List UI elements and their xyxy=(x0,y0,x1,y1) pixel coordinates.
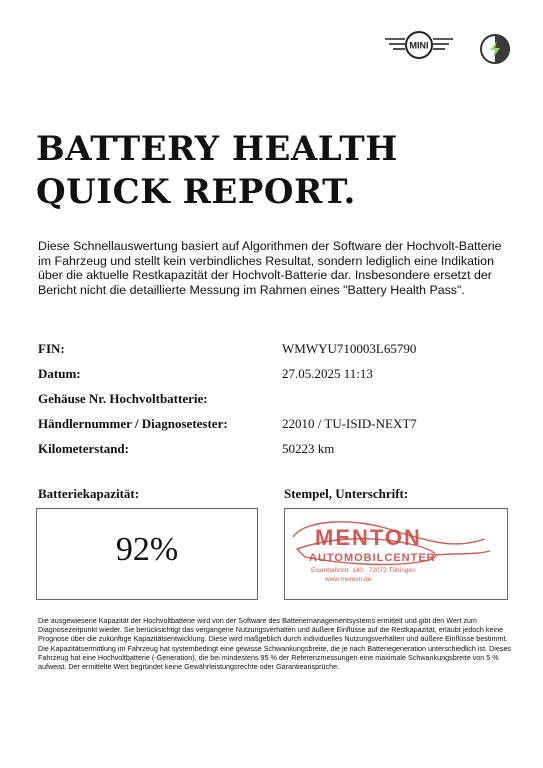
capacity-label: Batteriekapazität: xyxy=(38,486,140,501)
field-value-date: 27.05.2025 11:13 xyxy=(282,366,373,381)
intro-paragraph: Diese Schnellauswertung basiert auf Algorithmen der Software der Hochvolt-Batterie im Fahrzeug und stellt kein verbindliches Resultat, sondern lediglich eine Indikation über die aktuelle Restkapazität der Hochvolt-Batterie dar. Insbesondere ersetzt der Bericht nicht die detaillierte Messung im Rahmen eines "Battery Health Pass". xyxy=(38,239,502,297)
stamp-box xyxy=(284,508,508,600)
mini-logo xyxy=(383,30,455,60)
stamp-web: www.menton.de xyxy=(325,576,372,583)
field-label-fin: FIN: xyxy=(38,341,65,356)
electric-badge-icon xyxy=(478,32,512,66)
capacity-value: 92% xyxy=(115,531,179,568)
stamp-name: MENTON xyxy=(315,525,422,550)
field-label-date: Datum: xyxy=(38,366,81,381)
report-title-line2: QUICK REPORT. xyxy=(36,172,356,212)
stamp-label: Stempel, Unterschrift: xyxy=(284,486,409,501)
capacity-box xyxy=(36,508,258,600)
dealer-stamp xyxy=(285,509,507,599)
stamp-subtitle: AUTOMOBILCENTER xyxy=(309,552,436,564)
field-value-dealer: 22010 / TU-ISID-NEXT7 xyxy=(282,416,417,431)
report-title xyxy=(36,128,398,214)
report-title-line1: BATTERY HEALTH xyxy=(36,129,398,169)
field-value-mileage: 50223 km xyxy=(282,441,335,456)
field-label-battery-housing: Gehäuse Nr. Hochvoltbatterie: xyxy=(38,391,208,406)
field-label-dealer: Händlernummer / Diagnosetester: xyxy=(38,416,228,431)
field-value-fin: WMWYU710003L65790 xyxy=(282,341,417,356)
field-label-mileage: Kilometerstand: xyxy=(38,441,129,456)
mini-logo-text: MINI xyxy=(409,40,429,51)
disclaimer-text: Die ausgewiesene Kapazität der Hochvoltbatterie wird von der Software des Batteriemanagementsystems ermittelt und gibt den Wert zum Diagnosezeitpunkt wieder. Sie berücksichtigt das vergangene Nutzungsverhalten und äußere Einflüsse auf die Restkapazität, erlaubt jedoch keine Prognose über die zukünftige Kapazitätsentwicklung. Diese wird maßgeblich durch individuelles Nutzungsverhalten und äußere Einflüsse bestimmt. Die Kapazitätsermittlung im Fahrzeug hat systembedingt eine gewisse Schwankungsbreite, die je nach Batteriegeneration unterschiedlich ist. Dieses Fahrzeug hat eine Hochvoltbatterie (-Generation), die bei mindestens 95 % der Referenzmessungen eine maximale Schwankungsbreite von 5 % aufweist. Der ermittelte Wert begründet keine Gewährleistungsrechte oder Garantieansprüche. xyxy=(38,616,512,672)
stamp-address: Eisenbahnstr. 140 · 72072 Tübingen xyxy=(311,567,416,574)
